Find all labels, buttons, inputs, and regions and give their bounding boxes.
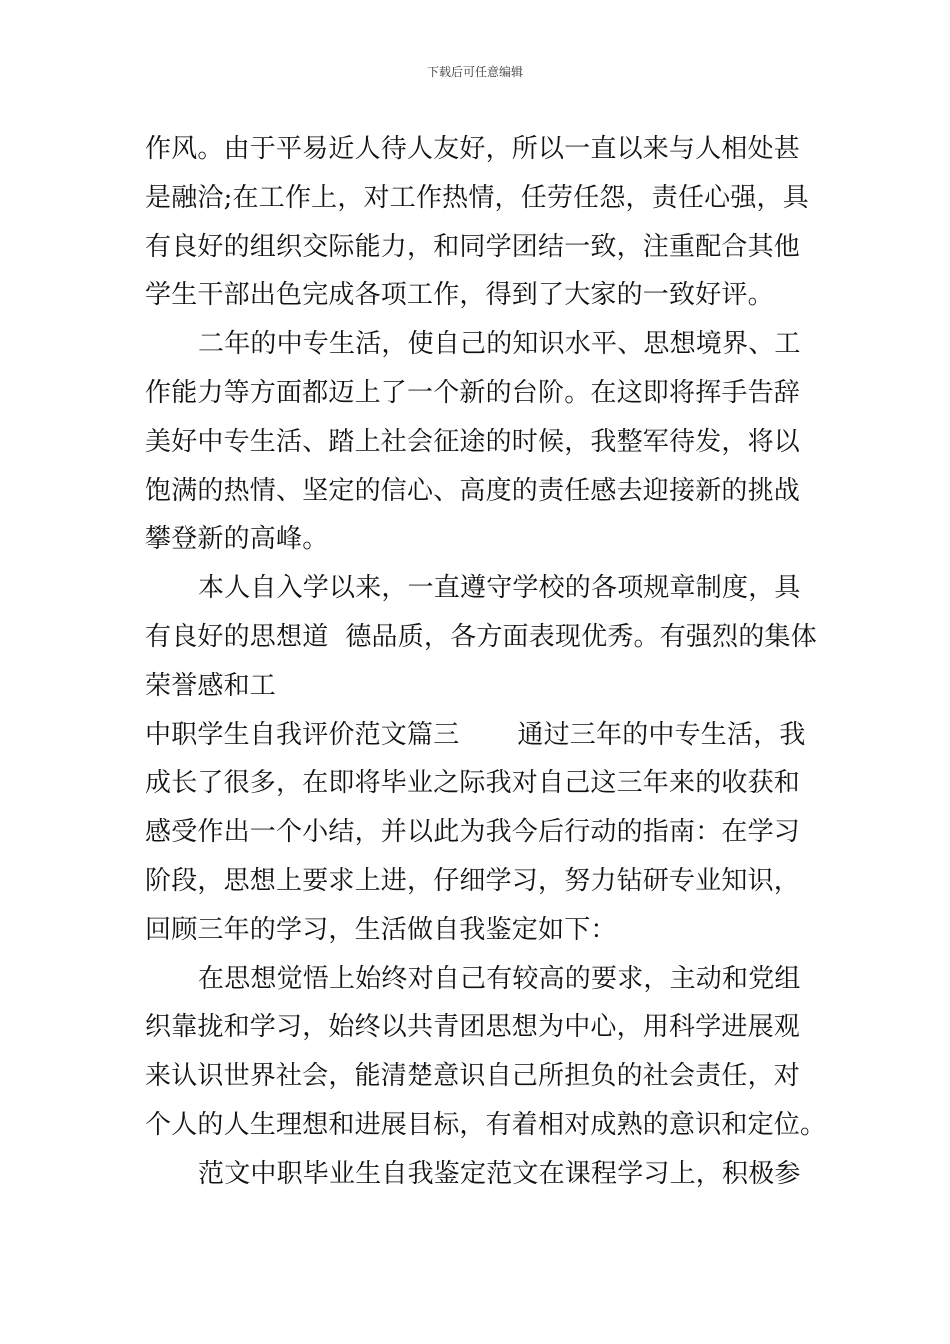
- text-line: 阶段，思想上要求上进，仔细学习，努力钻研专业知识，: [145, 865, 801, 896]
- page-header: 下载后可任意编辑: [426, 65, 523, 79]
- text-line: 感受作出一个小结，并以此为我今后行动的指南：在学习: [145, 817, 801, 848]
- section-title: 中职学生自我评价范文篇三: [145, 719, 460, 750]
- text-line: 荣誉感和工: [145, 670, 277, 701]
- text-line: 饱满的热情、坚定的信心、高度的责任感去迎接新的挑战: [145, 475, 801, 506]
- text-line: 来认识世界社会，能清楚意识自己所担负的社会责任，对: [145, 1061, 801, 1092]
- section-heading-line: [145, 711, 825, 760]
- text-line: 二年的中专生活，使自己的知识水平、思想境界、工: [198, 329, 801, 360]
- text-line: 织靠拢和学习，始终以共青团思想为中心，用科学进展观: [145, 1012, 801, 1043]
- text-line: 成长了很多，在即将毕业之际我对自己这三年来的收获和: [145, 768, 801, 799]
- text-line: 本人自入学以来，一直遵守学校的各项规章制度，具: [198, 573, 801, 604]
- text-line: 回顾三年的学习，生活做自我鉴定如下：: [145, 914, 617, 945]
- text-line: 在思想觉悟上始终对自己有较高的要求，主动和党组: [198, 963, 801, 994]
- text-line: 范文中职毕业生自我鉴定范文在课程学习上，积极参: [198, 1158, 801, 1189]
- text-line: 美好中专生活、踏上社会征途的时候，我整军待发，将以: [145, 426, 801, 457]
- text-line: 有良好的组织交际能力，和同学团结一致，注重配合其他: [145, 231, 801, 262]
- text-line: 学生干部出色完成各项工作，得到了大家的一致好评。: [145, 280, 774, 311]
- document-body: [145, 125, 825, 1199]
- text-line: 作风。由于平易近人待人友好，所以一直以来与人相处甚: [145, 134, 801, 164]
- text-line: 通过三年的中专生活，我: [517, 719, 806, 750]
- text-line: 作能力等方面都迈上了一个新的台阶。在这即将挥手告辞: [145, 377, 801, 408]
- text-line: 是融洽;在工作上，对工作热情，任劳任怨，责任心强，具: [145, 182, 809, 213]
- text-line: 攀登新的高峰。: [145, 524, 329, 555]
- text-line: 有良好的思想道 德品质，各方面表现优秀。有强烈的集体: [145, 621, 817, 652]
- text-line: 个人的人生理想和进展目标，有着相对成熟的意识和定位。: [145, 1109, 827, 1140]
